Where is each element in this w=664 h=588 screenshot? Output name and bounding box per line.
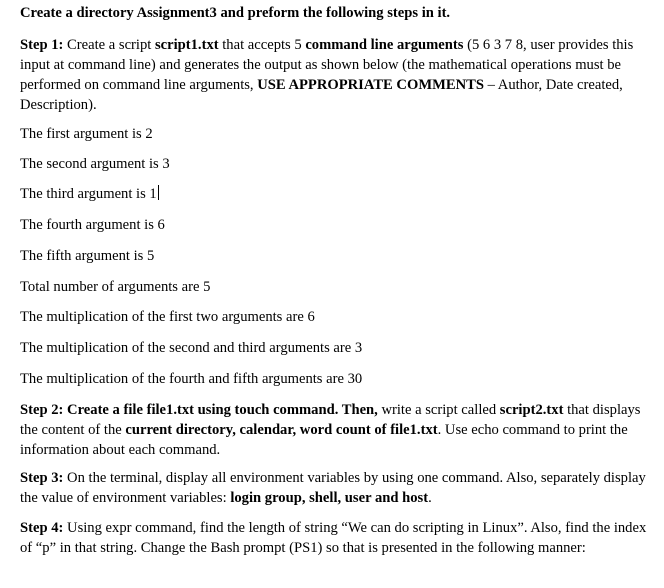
output-line-7: The multiplication of the first two arguments are 6 bbox=[20, 309, 315, 325]
output-line-3-text: The third argument is 1 bbox=[20, 186, 157, 202]
output-line-8: The multiplication of the second and third arguments are 3 bbox=[20, 340, 363, 356]
step1-cli-args: command line arguments bbox=[305, 37, 464, 53]
step1-text-1: Create a script bbox=[63, 37, 155, 53]
step1-text-3: (5 6 3 7 8, user provides this input at command line) and generates the output as shown below (the mathematical operations must be performed on command line arguments, bbox=[20, 37, 634, 93]
text-cursor bbox=[158, 185, 159, 200]
step2-text-2: that displays the content of the bbox=[20, 402, 641, 438]
output-line-6: Total number of arguments are 5 bbox=[20, 279, 211, 295]
step1-paragraph bbox=[20, 35, 650, 115]
step2-paragraph bbox=[20, 400, 650, 460]
step1-text-4: – Author, Date created, Description). bbox=[20, 77, 623, 113]
step2-text-1: write a script called bbox=[377, 402, 500, 418]
output-line-9: The multiplication of the fourth and fifth arguments are 30 bbox=[20, 371, 363, 387]
step4-label: Step 4: bbox=[20, 520, 64, 536]
output-line-2: The second argument is 3 bbox=[20, 156, 170, 172]
output-line-3 bbox=[20, 184, 650, 204]
step4-text-1: Using expr command, find the length of string “We can do scripting in Linux”. Also, find the index of “p” in that string. Change the Bash prompt (PS1) so that is presented in the following manner: bbox=[20, 520, 647, 556]
step2-label: Step 2: bbox=[20, 402, 64, 418]
step1-text-2: that accepts 5 bbox=[218, 37, 306, 53]
step3-text-1: On the terminal, display all environment variables by using one command. Also, separately display the value of environment variables: bbox=[20, 470, 646, 506]
step2-script-name: script2.txt bbox=[499, 402, 564, 418]
output-line-5: The fifth argument is 5 bbox=[20, 248, 155, 264]
step1-label: Step 1: bbox=[20, 37, 64, 53]
step3-env-vars: login group, shell, user and host bbox=[230, 490, 429, 506]
step2-items: current directory, calendar, word count of file1.txt bbox=[125, 422, 438, 438]
output-line-1: The first argument is 2 bbox=[20, 126, 153, 142]
assignment-title: Create a directory Assignment3 and preform the following steps in it. bbox=[20, 5, 451, 21]
step4-paragraph bbox=[20, 518, 650, 558]
step2-bold-instruction: Create a file file1.txt using touch command. Then, bbox=[63, 402, 378, 418]
step3-label: Step 3: bbox=[20, 470, 64, 486]
step1-script-name: script1.txt bbox=[154, 37, 219, 53]
step3-paragraph bbox=[20, 468, 650, 508]
step2-text-3: . Use echo command to print the information about each command. bbox=[20, 422, 628, 458]
step1-comments-note: USE APPROPRIATE COMMENTS bbox=[257, 77, 484, 93]
step3-text-2: . bbox=[428, 490, 432, 506]
output-line-4: The fourth argument is 6 bbox=[20, 217, 165, 233]
